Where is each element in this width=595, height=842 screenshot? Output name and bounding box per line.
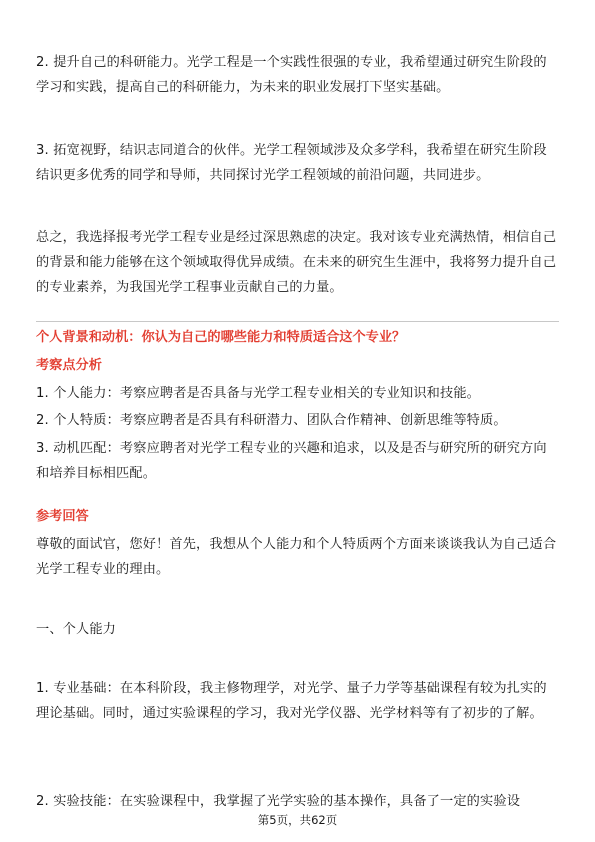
paragraph-conclusion: 总之，我选择报考光学工程专业是经过深思熟虑的决定。我对该专业充满热情，相信自己的背景和能力能够在这个领域取得优异成绩。在未来的研究生生涯中，我将努力提升自己的专业素养，为我国光学工程事业贡献自己的力量。 <box>36 230 557 295</box>
question-title: 个人背景和动机：你认为自己的哪些能力和特质适合这个专业？ <box>36 330 406 345</box>
section-one-heading: 一、个人能力 <box>36 622 117 637</box>
paragraph-goal-network: 3. 拓宽视野，结识志同道合的伙伴。光学工程领域涉及众多学科，我希望在研究生阶段结识更多优秀的同学和导师，共同探讨光学工程领域的前沿问题，共同进步。 <box>36 143 547 183</box>
analysis-item-1: 1. 个人能力：考察应聘者是否具备与光学工程专业相关的专业知识和技能。 <box>36 386 481 401</box>
ability-paragraph-2: 2. 实验技能：在实验课程中，我掌握了光学实验的基本操作，具备了一定的实验设 <box>36 794 521 809</box>
analysis-item-3: 3. 动机匹配：考察应聘者对光学工程专业的兴趣和追求，以及是否与研究所的研究方向和培养目标相匹配。 <box>36 441 547 481</box>
answer-heading: 参考回答 <box>36 509 89 524</box>
document-page <box>36 0 559 842</box>
answer-intro: 尊敬的面试官，您好！首先，我想从个人能力和个人特质两个方面来谈谈我认为自己适合光学工程专业的理由。 <box>36 537 557 577</box>
section-divider <box>36 321 559 322</box>
analysis-heading: 考察点分析 <box>36 358 102 373</box>
ability-paragraph-1: 1. 专业基础：在本科阶段，我主修物理学，对光学、量子力学等基础课程有较为扎实的理论基础。同时，通过实验课程的学习，我对光学仪器、光学材料等有了初步的了解。 <box>36 681 547 721</box>
paragraph-goal-research: 2. 提升自己的科研能力。光学工程是一个实践性很强的专业，我希望通过研究生阶段的学习和实践，提高自己的科研能力，为未来的职业发展打下坚实基础。 <box>36 55 547 95</box>
page-number: 第5页，共62页 <box>257 813 338 827</box>
analysis-item-2: 2. 个人特质：考察应聘者是否具有科研潜力、团队合作精神、创新思维等特质。 <box>36 413 507 428</box>
